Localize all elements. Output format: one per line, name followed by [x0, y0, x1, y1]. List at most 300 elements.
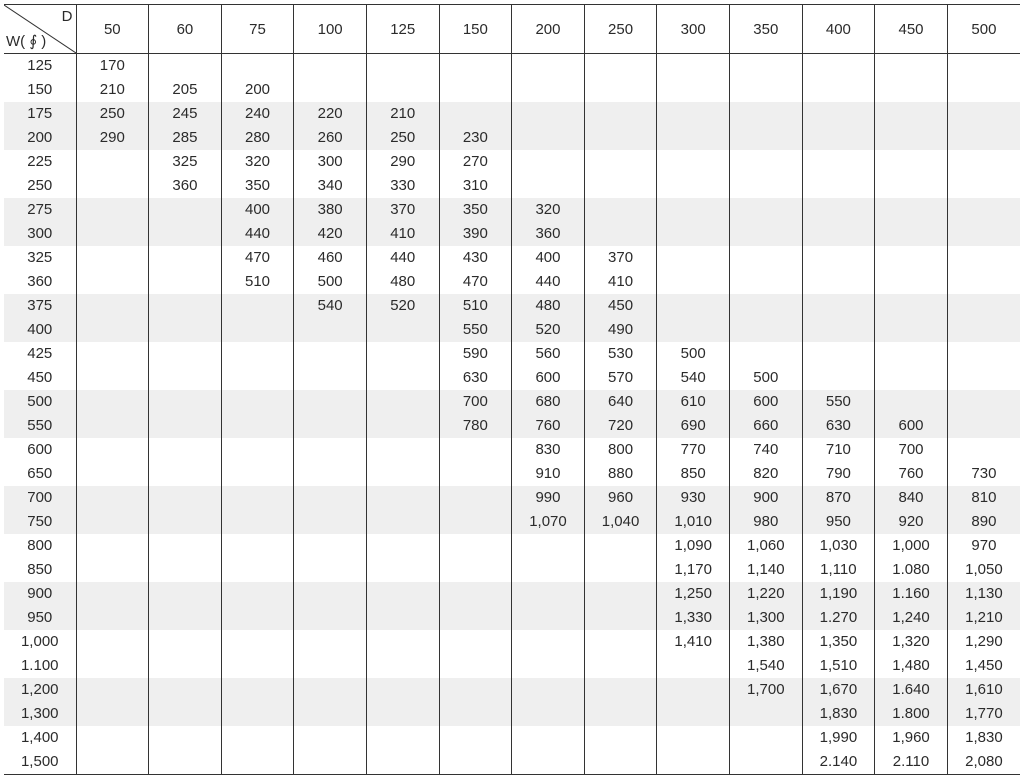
table-cell: [149, 750, 222, 775]
table-cell: [294, 534, 367, 558]
table-cell: 200: [221, 78, 294, 102]
table-cell: 400: [512, 246, 585, 270]
table-row: [4, 54, 1020, 79]
table-cell: [221, 462, 294, 486]
table-cell: [76, 174, 149, 198]
table-cell: [366, 54, 439, 79]
table-cell: 810: [947, 486, 1020, 510]
table-cell: 350: [221, 174, 294, 198]
table-cell: [729, 150, 802, 174]
table-cell: [76, 270, 149, 294]
table-cell: [512, 534, 585, 558]
column-header-d-350: 350: [729, 5, 802, 54]
table-cell: 205: [149, 78, 222, 102]
table-cell: [294, 630, 367, 654]
table-cell: [149, 630, 222, 654]
table-cell: [512, 726, 585, 750]
table-cell: [729, 294, 802, 318]
column-header-d-150: 150: [439, 5, 512, 54]
column-header-d-50: 50: [76, 5, 149, 54]
table-cell: 800: [584, 438, 657, 462]
table-cell: [584, 54, 657, 79]
table-cell: [947, 222, 1020, 246]
table-cell: 1,170: [657, 558, 730, 582]
table-cell: [149, 702, 222, 726]
table-cell: [149, 294, 222, 318]
table-cell: 300: [294, 150, 367, 174]
table-cell: 820: [729, 462, 802, 486]
table-cell: [875, 318, 948, 342]
row-header-w: 1,400: [20, 729, 59, 746]
table-cell: [947, 198, 1020, 222]
table-cell: 950: [802, 510, 875, 534]
table-cell: [366, 390, 439, 414]
table-cell: 880: [584, 462, 657, 486]
table-cell: 990: [512, 486, 585, 510]
table-cell: [366, 510, 439, 534]
table-cell: [947, 78, 1020, 102]
table-cell: 610: [657, 390, 730, 414]
table-cell: [366, 78, 439, 102]
table-cell: 320: [512, 198, 585, 222]
table-cell: 1,250: [657, 582, 730, 606]
table-row: [4, 462, 1020, 486]
table-row: [4, 150, 1020, 174]
table-cell: [657, 750, 730, 775]
table-cell: [584, 222, 657, 246]
table-cell: [221, 294, 294, 318]
row-header-w: 700: [4, 486, 76, 510]
table-cell: 370: [366, 198, 439, 222]
table-row: [4, 198, 1020, 222]
table-cell: 480: [512, 294, 585, 318]
table-cell: 470: [221, 246, 294, 270]
table-cell: 600: [729, 390, 802, 414]
table-cell: [802, 126, 875, 150]
table-cell: 1.270: [802, 606, 875, 630]
table-cell: [439, 678, 512, 702]
table-cell: [76, 294, 149, 318]
table-cell: [729, 702, 802, 726]
table-cell: [802, 294, 875, 318]
table-cell: 930: [657, 486, 730, 510]
table-cell: [366, 606, 439, 630]
table-cell: [76, 726, 149, 750]
table-cell: [875, 294, 948, 318]
table-cell: [729, 198, 802, 222]
table-cell: [947, 342, 1020, 366]
table-cell: [584, 126, 657, 150]
table-cell: [294, 486, 367, 510]
table-cell: 1,700: [729, 678, 802, 702]
table-cell: 660: [729, 414, 802, 438]
table-cell: [149, 438, 222, 462]
table-cell: [875, 270, 948, 294]
row-header-w: 1,200: [4, 678, 76, 702]
table-cell: 330: [366, 174, 439, 198]
column-header-d-200: 200: [512, 5, 585, 54]
table-cell: 640: [584, 390, 657, 414]
column-header-d-400: 400: [802, 5, 875, 54]
table-cell: [294, 318, 367, 342]
table-row: [4, 390, 1020, 414]
row-header-w: 275: [4, 198, 76, 222]
table-cell: 1.800: [875, 702, 948, 726]
row-header-w: 450: [27, 369, 53, 386]
table-cell: 790: [802, 462, 875, 486]
table-cell: [149, 342, 222, 366]
table-cell: 830: [512, 438, 585, 462]
table-cell: 1,190: [802, 582, 875, 606]
table-cell: [512, 630, 585, 654]
table-row: [4, 342, 1020, 366]
table-cell: [802, 150, 875, 174]
table-cell: [657, 198, 730, 222]
table-cell: [294, 54, 367, 79]
row-header-w: 950: [4, 606, 76, 630]
table-cell: 1.160: [875, 582, 948, 606]
table-cell: [366, 438, 439, 462]
table-cell: [657, 78, 730, 102]
table-cell: [584, 606, 657, 630]
table-cell: [947, 174, 1020, 198]
table-cell: 2.110: [875, 750, 948, 775]
table-cell: [76, 198, 149, 222]
table-cell: [512, 54, 585, 79]
table-cell: [221, 606, 294, 630]
table-row: [4, 270, 1020, 294]
row-header-w: 550: [4, 414, 76, 438]
table-row: [4, 726, 1020, 750]
table-cell: [729, 54, 802, 79]
table-cell: 170: [76, 54, 149, 79]
table-cell: [439, 438, 512, 462]
row-header-w: 325: [27, 249, 53, 266]
table-cell: 1,610: [947, 678, 1020, 702]
table-cell: 710: [802, 438, 875, 462]
table-cell: [657, 54, 730, 79]
table-cell: [149, 318, 222, 342]
table-cell: 380: [294, 198, 367, 222]
table-row: [4, 582, 1020, 606]
table-cell: 480: [366, 270, 439, 294]
table-cell: [875, 246, 948, 270]
table-cell: 400: [221, 198, 294, 222]
table-cell: 250: [76, 102, 149, 126]
table-cell: 370: [584, 246, 657, 270]
table-cell: 440: [366, 246, 439, 270]
table-cell: [729, 126, 802, 150]
table-cell: [439, 726, 512, 750]
table-cell: 1,350: [802, 630, 875, 654]
table-row: [4, 174, 1020, 198]
table-cell: [221, 414, 294, 438]
table-cell: 1,050: [947, 558, 1020, 582]
table-cell: 1,220: [729, 582, 802, 606]
table-cell: 550: [802, 390, 875, 414]
table-cell: [294, 582, 367, 606]
table-cell: [221, 750, 294, 775]
table-cell: 1,830: [947, 726, 1020, 750]
table-cell: [657, 246, 730, 270]
table-cell: [584, 102, 657, 126]
table-cell: [76, 414, 149, 438]
table-cell: [149, 534, 222, 558]
table-cell: 1,240: [875, 606, 948, 630]
table-cell: [221, 366, 294, 390]
table-row: [4, 654, 1020, 678]
row-header-w: 175: [4, 102, 76, 126]
table-cell: 690: [657, 414, 730, 438]
table-cell: [76, 750, 149, 775]
table-cell: [294, 414, 367, 438]
table-cell: [657, 702, 730, 726]
table-cell: [802, 366, 875, 390]
table-cell: 460: [294, 246, 367, 270]
table-cell: 250: [366, 126, 439, 150]
table-cell: 245: [149, 102, 222, 126]
table-cell: [512, 606, 585, 630]
table-row: [4, 558, 1020, 582]
table-cell: [366, 486, 439, 510]
row-header-w: 850: [27, 561, 53, 578]
table-cell: [366, 582, 439, 606]
table-cell: 1,030: [802, 534, 875, 558]
table-cell: 840: [875, 486, 948, 510]
table-cell: [802, 54, 875, 79]
table-cell: [657, 150, 730, 174]
table-cell: [729, 102, 802, 126]
table-cell: [802, 246, 875, 270]
table-cell: 720: [584, 414, 657, 438]
table-cell: 600: [512, 366, 585, 390]
table-cell: 630: [802, 414, 875, 438]
table-cell: [657, 294, 730, 318]
table-cell: [366, 726, 439, 750]
table-cell: [76, 582, 149, 606]
table-cell: [512, 654, 585, 678]
table-cell: [512, 150, 585, 174]
table-cell: 360: [149, 174, 222, 198]
table-cell: [76, 510, 149, 534]
table-cell: 700: [439, 390, 512, 414]
table-cell: 730: [947, 462, 1020, 486]
table-cell: 570: [584, 366, 657, 390]
table-cell: [366, 558, 439, 582]
table-cell: [512, 102, 585, 126]
table-cell: [439, 462, 512, 486]
table-cell: 1,380: [729, 630, 802, 654]
table-cell: 280: [221, 126, 294, 150]
table-cell: [875, 366, 948, 390]
table-cell: [221, 702, 294, 726]
table-cell: [512, 78, 585, 102]
table-cell: [512, 678, 585, 702]
table-cell: [221, 630, 294, 654]
table-cell: [802, 222, 875, 246]
table-cell: 510: [439, 294, 512, 318]
table-cell: [149, 558, 222, 582]
table-cell: [439, 486, 512, 510]
row-header-w: 400: [4, 318, 76, 342]
table-cell: [221, 534, 294, 558]
table-cell: 1,450: [947, 654, 1020, 678]
table-cell: 1,140: [729, 558, 802, 582]
row-header-w: 1,300: [4, 702, 76, 726]
table-cell: 1,070: [512, 510, 585, 534]
table-cell: [875, 126, 948, 150]
table-cell: 240: [221, 102, 294, 126]
table-cell: [76, 318, 149, 342]
table-cell: [294, 366, 367, 390]
table-cell: [149, 54, 222, 79]
table-cell: [149, 510, 222, 534]
table-cell: [657, 102, 730, 126]
table-cell: [802, 318, 875, 342]
table-cell: [729, 246, 802, 270]
row-header-w: 150: [27, 81, 53, 98]
table-cell: [294, 678, 367, 702]
table-cell: [947, 414, 1020, 438]
column-header-d-250: 250: [584, 5, 657, 54]
table-cell: [294, 462, 367, 486]
table-cell: [76, 654, 149, 678]
table-cell: [657, 678, 730, 702]
table-cell: 1.640: [875, 678, 948, 702]
table-row: [4, 486, 1020, 510]
table-row: [4, 126, 1020, 150]
table-cell: 270: [439, 150, 512, 174]
table-cell: 890: [947, 510, 1020, 534]
table-cell: [584, 198, 657, 222]
table-cell: 700: [875, 438, 948, 462]
table-cell: [729, 726, 802, 750]
table-cell: [439, 102, 512, 126]
table-cell: 440: [221, 222, 294, 246]
table-cell: [584, 750, 657, 775]
table-cell: [76, 222, 149, 246]
table-cell: [584, 678, 657, 702]
table-cell: [76, 606, 149, 630]
table-cell: 230: [439, 126, 512, 150]
column-header-d-300: 300: [657, 5, 730, 54]
table-cell: [76, 438, 149, 462]
table-cell: 1,330: [657, 606, 730, 630]
table-cell: [366, 462, 439, 486]
table-cell: 1,210: [947, 606, 1020, 630]
table-cell: [294, 606, 367, 630]
table-row: [4, 630, 1020, 654]
table-cell: [366, 750, 439, 775]
table-cell: [76, 678, 149, 702]
table-cell: 470: [439, 270, 512, 294]
table-cell: 1,990: [802, 726, 875, 750]
table-cell: [221, 342, 294, 366]
table-cell: [875, 342, 948, 366]
table-cell: 500: [729, 366, 802, 390]
table-row: [4, 678, 1020, 702]
table-cell: [366, 654, 439, 678]
table-cell: 1,000: [875, 534, 948, 558]
row-header-w: 600: [27, 441, 53, 458]
table-cell: 910: [512, 462, 585, 486]
row-header-w: 900: [4, 582, 76, 606]
table-cell: 1,290: [947, 630, 1020, 654]
table-cell: 780: [439, 414, 512, 438]
table-cell: [947, 366, 1020, 390]
table-cell: 1,130: [947, 582, 1020, 606]
table-cell: [294, 750, 367, 775]
table-cell: [366, 678, 439, 702]
table-cell: 490: [584, 318, 657, 342]
table-cell: [512, 582, 585, 606]
table-cell: [439, 702, 512, 726]
table-cell: [947, 246, 1020, 270]
table-cell: 760: [875, 462, 948, 486]
table-cell: 1,090: [657, 534, 730, 558]
table-cell: [294, 702, 367, 726]
table-cell: [657, 174, 730, 198]
table-cell: [439, 654, 512, 678]
row-header-w: 375: [4, 294, 76, 318]
table-cell: [439, 558, 512, 582]
table-cell: [221, 654, 294, 678]
table-cell: [221, 678, 294, 702]
row-header-w: 1,500: [4, 750, 76, 775]
table-cell: 220: [294, 102, 367, 126]
table-cell: [729, 270, 802, 294]
table-cell: [76, 558, 149, 582]
table-cell: 920: [875, 510, 948, 534]
table-cell: [584, 558, 657, 582]
table-cell: [875, 150, 948, 174]
table-cell: [149, 270, 222, 294]
dimension-table-container: [4, 4, 1020, 775]
table-cell: 290: [366, 150, 439, 174]
table-cell: [149, 654, 222, 678]
table-row: [4, 318, 1020, 342]
table-cell: [439, 78, 512, 102]
table-cell: [294, 510, 367, 534]
table-cell: 1,040: [584, 510, 657, 534]
table-cell: [149, 390, 222, 414]
table-cell: [802, 78, 875, 102]
table-cell: [947, 390, 1020, 414]
table-cell: [947, 102, 1020, 126]
column-header-d-75: 75: [221, 5, 294, 54]
table-cell: 680: [512, 390, 585, 414]
table-cell: [729, 174, 802, 198]
table-cell: [584, 582, 657, 606]
table-cell: [149, 462, 222, 486]
table-cell: [76, 534, 149, 558]
row-header-w: 225: [27, 153, 53, 170]
table-cell: 390: [439, 222, 512, 246]
table-cell: [76, 366, 149, 390]
table-cell: [221, 438, 294, 462]
table-cell: [512, 702, 585, 726]
row-header-w: 200: [4, 126, 76, 150]
table-cell: [221, 486, 294, 510]
row-header-w: 800: [27, 537, 53, 554]
table-cell: 900: [729, 486, 802, 510]
column-header-d-500: 500: [947, 5, 1020, 54]
table-cell: [366, 318, 439, 342]
table-cell: [584, 654, 657, 678]
table-cell: 1,670: [802, 678, 875, 702]
table-cell: 320: [221, 150, 294, 174]
corner-label-w: W( ∮ ): [6, 33, 47, 50]
